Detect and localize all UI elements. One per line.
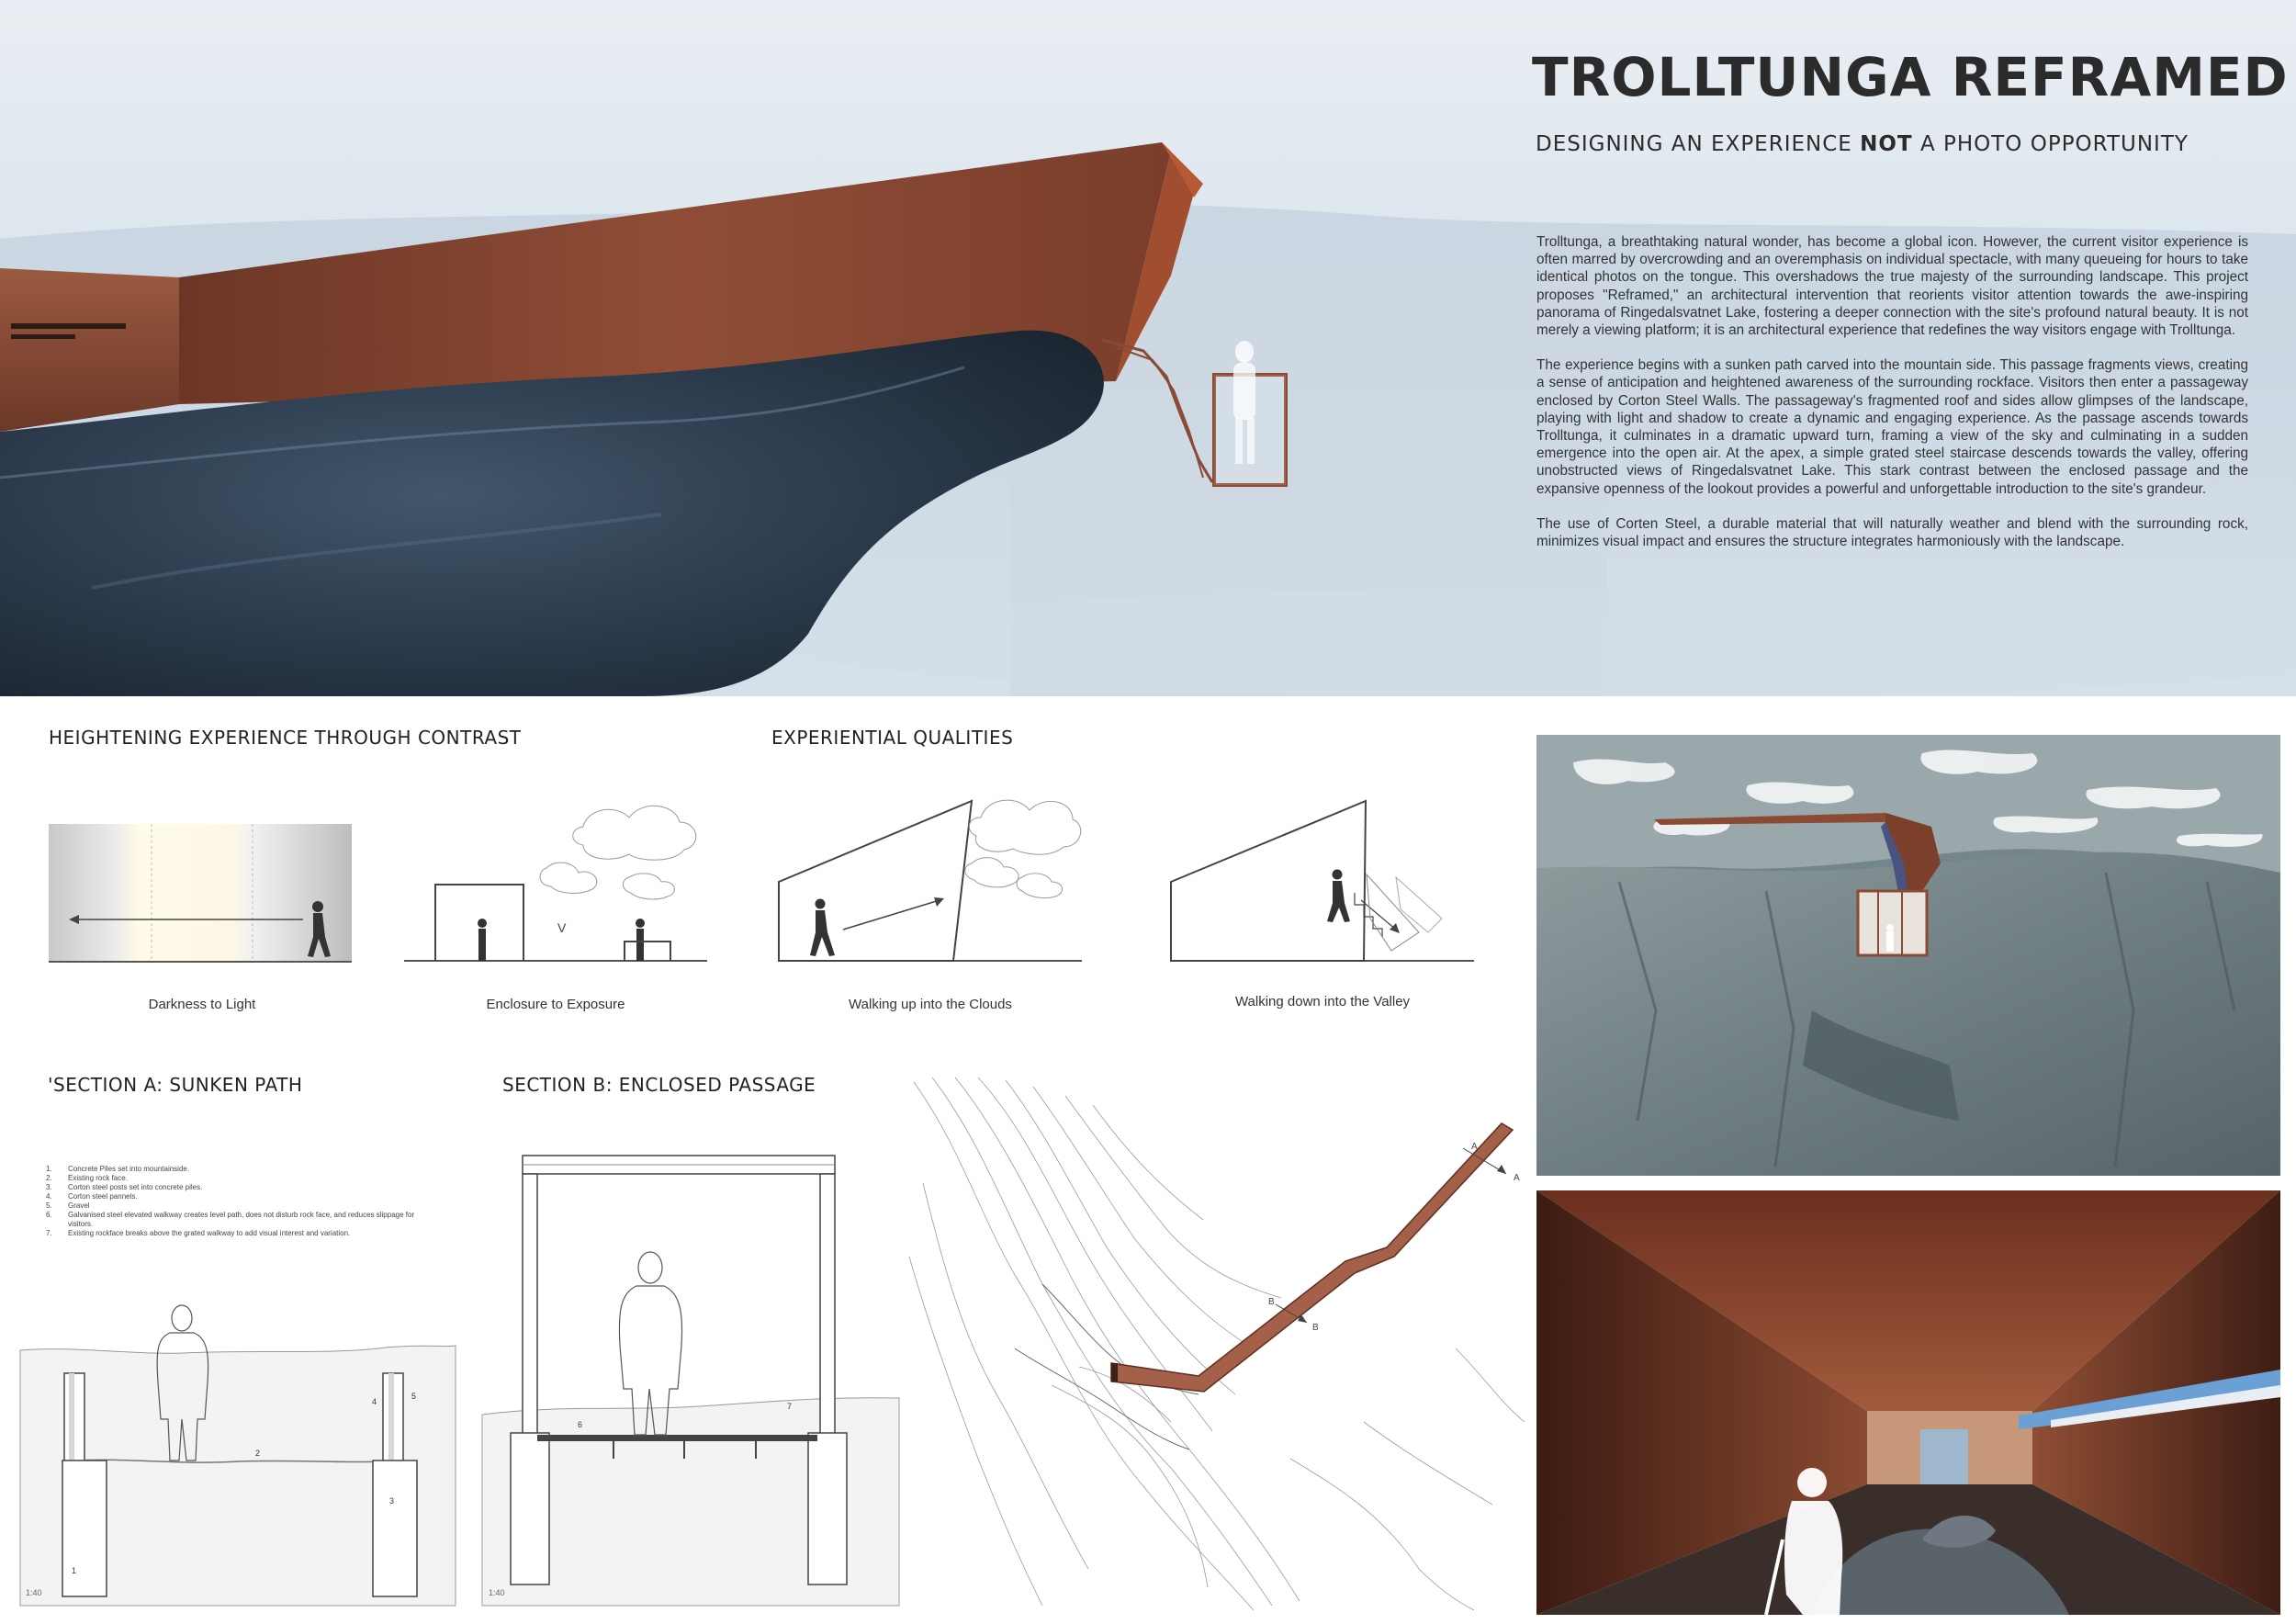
intro-text [1536,233,2248,568]
title-part1: TROLLTUNGA [1532,46,1932,108]
callout-7: 7 [787,1402,793,1411]
legend-item: 4. Corton steel pannels. [46,1192,138,1201]
intro-paragraph-1: Trolltunga, a breathtaking natural wonder, has become a global icon. However, the current visitor experience is often marred by overcrowding and an overemphasis on individual spectacle, with many queueing for hours to take identical photos on the tongue. This overshadows the true majesty of the surrounding landscape. This project proposes "Reframed," an architectural intervention that reorients visitor attention towards the awe-inspiring panorama of Ringedalsvatnet Lake, fostering a deeper connection with the site's profound natural beauty. It is not merely a viewing platform; it is an architectural experience that redefines the way visitors engage with Trolltunga. [1536,234,2248,339]
qualities-section-title: EXPERIENTIAL QUALITIES [771,727,1014,749]
intro-paragraph-2: The experience begins with a sunken path carved into the mountain side. This passage fragments views, creating a sense of anticipation and heightened awareness of the surrounding rockface. Visitors then enter a passageway enclosed by Corton Steel Walls. The passageway's fragmented roof and sides allow glimpses of the landscape, playing with light and shadow to create a dynamic and engaging experience. As the passage ascends towards Trolltunga, it culminates in a dramatic upward turn, framing a view of the sky and culminating in a sudden emergence into the open air. At the apex, a simple grated steel staircase descends towards the valley, offering unobstructed views of Ringedalsvatnet Lake. This stark contrast between the enclosed passage and the expansive openness of the lookout provides a powerful and unforgettable introduction to the site's grandeur. [1536,357,2248,497]
callout-5: 5 [411,1392,417,1401]
callout-2: 2 [255,1449,261,1458]
legend-item: 6. Galvanised steel elevated walkway creates level path, does not disturb rock face, and reduces slippage for visitors. [46,1211,415,1228]
callout-3: 3 [389,1496,395,1506]
legend-item: 2. Existing rock face. [46,1174,128,1182]
darkness-to-light-diagram [46,822,358,969]
walking-down-valley-caption: Walking down into the Valley [1234,994,1411,1009]
section-marker-a: A [1471,1142,1478,1152]
callout-6: 6 [578,1420,583,1429]
person-icon [478,919,487,961]
legend-item: 1. Concrete Piles set into mountainside. [46,1165,190,1173]
page-subtitle [1536,132,2189,156]
site-plan [905,1073,1529,1615]
walking-down-valley-diagram [1166,790,1479,969]
cloud-icon [965,800,1081,898]
subtitle-emphasis: NOT [1860,132,1913,156]
cliff-aerial-render [1536,735,2280,1176]
section-marker-a: A [1514,1173,1520,1183]
passage-interior-render [1536,1190,2280,1615]
page-title [1532,46,2289,108]
contrast-section-title: HEIGHTENING EXPERIENCE THROUGH CONTRAST [49,727,522,749]
section-a-drawing [18,1291,457,1607]
legend-item: 5. Gravel [46,1201,90,1210]
subtitle-part2: A PHOTO OPPORTUNITY [1919,132,2189,156]
intro-paragraph-3: The use of Corten Steel, a durable material that will naturally weather and blend with the surrounding rock, minimizes visual impact and ensures the structure integrates harmoniously with the landscape. [1536,515,2248,550]
legend-item: 7. Existing rockface breaks above the grated walkway to add visual interest and variation. [46,1229,351,1237]
section-b-scale: 1:40 [489,1588,505,1597]
section-a-legend [46,1165,432,1238]
arrow-symbol: V [557,920,567,935]
section-a-title: 'SECTION A: SUNKEN PATH [48,1074,303,1096]
section-a-scale: 1:40 [26,1588,42,1597]
section-marker-b: B [1312,1323,1319,1333]
walking-up-clouds-caption: Walking up into the Clouds [849,997,1012,1012]
enclosure-to-exposure-caption: Enclosure to Exposure [486,997,625,1012]
cloud-icon [540,806,696,899]
darkness-to-light-caption: Darkness to Light [148,997,256,1012]
enclosure-to-exposure-diagram [400,790,712,969]
hero-render [0,0,2296,696]
walking-up-clouds-diagram [774,790,1086,969]
legend-item: 3. Corton steel posts set into concrete piles. [46,1183,203,1191]
subtitle-part1: DESIGNING AN EXPERIENCE [1536,132,1852,156]
callout-1: 1 [72,1566,77,1575]
person-icon [636,919,645,961]
title-part2: REFRAMED [1951,46,2289,108]
section-marker-b: B [1268,1297,1275,1307]
callout-4: 4 [372,1397,377,1406]
section-b-title: SECTION B: ENCLOSED PASSAGE [502,1074,816,1096]
section-b-drawing [480,1148,901,1607]
